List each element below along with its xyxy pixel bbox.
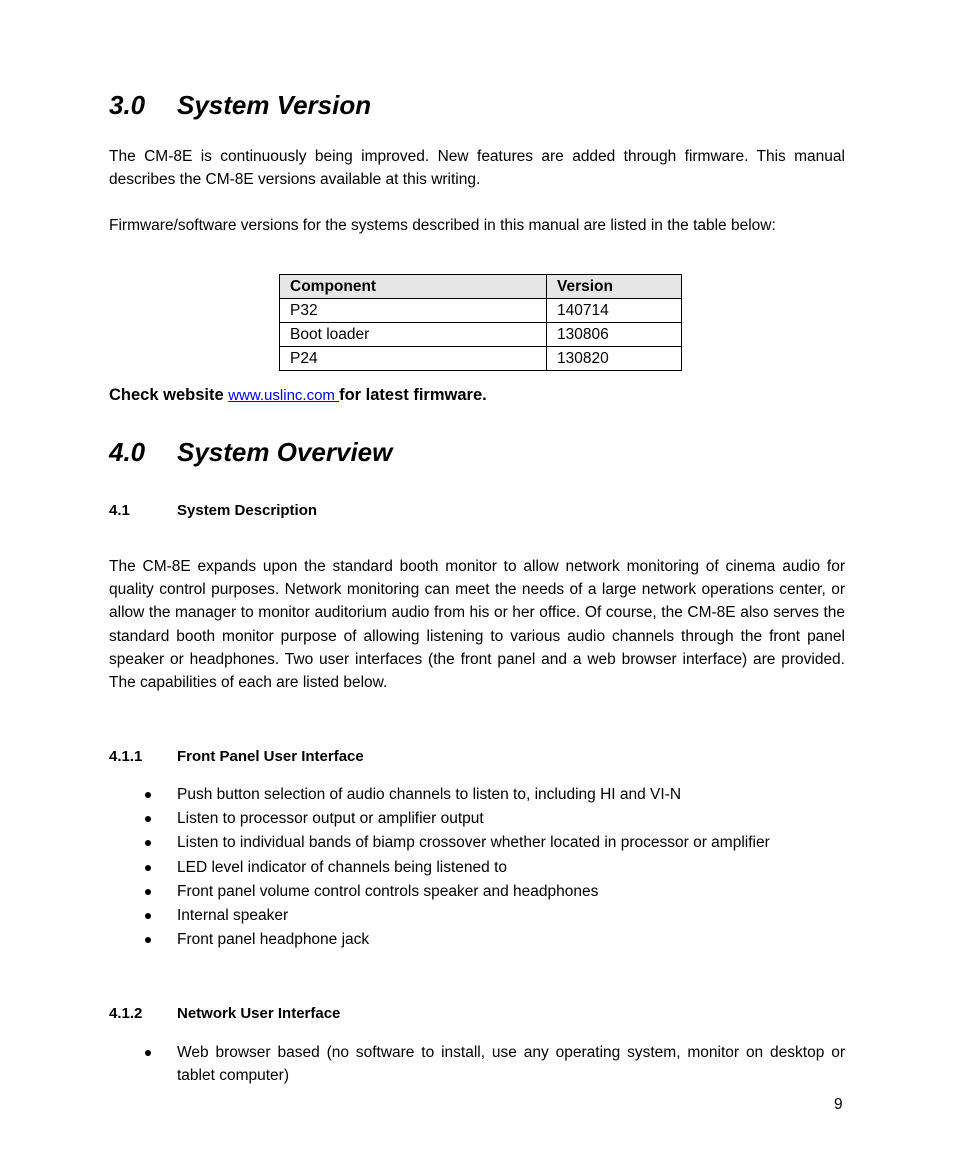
list-item-text: Front panel volume control controls speaker and headphones — [177, 882, 599, 900]
list-item-text: Front panel headphone jack — [177, 931, 370, 949]
list-item-text: LED level indicator of channels being listened to — [177, 858, 508, 876]
bullet-icon — [145, 816, 151, 822]
heading-number: 3.0 — [109, 90, 146, 120]
network-feature-list — [109, 1041, 845, 1087]
bullet-icon — [145, 1050, 151, 1056]
table-row — [280, 323, 682, 347]
list-item-text: Listen to processor output or amplifier output — [177, 810, 484, 828]
list-item — [109, 783, 845, 806]
bullet-icon — [145, 865, 151, 871]
table-row — [280, 299, 682, 323]
front-panel-feature-list — [109, 783, 845, 951]
check-website-suffix: for latest firmware. — [339, 386, 487, 404]
list-item — [109, 807, 845, 830]
table-header-component: Component — [280, 275, 547, 299]
list-item — [109, 904, 845, 927]
list-item — [109, 928, 845, 951]
heading-system-version — [109, 90, 371, 120]
list-item — [109, 880, 845, 903]
table-header-version: Version — [547, 275, 682, 299]
subheading-number: 4.1 — [109, 502, 130, 519]
bullet-icon — [145, 937, 151, 943]
table-header-row — [280, 275, 682, 299]
table-cell: 130820 — [547, 347, 682, 371]
list-item-text: Web browser based (no software to install, use any operating system, monitor on desktop or tablet computer) — [177, 1044, 845, 1085]
check-website-prefix: Check website — [109, 386, 229, 404]
check-website-line — [109, 386, 487, 405]
subheading-number: 4.1.2 — [109, 1005, 143, 1022]
list-item — [109, 1041, 845, 1087]
bullet-icon — [145, 913, 151, 919]
bullet-icon — [145, 889, 151, 895]
list-item — [109, 856, 845, 879]
table-cell: 140714 — [547, 299, 682, 323]
heading-system-overview — [109, 437, 392, 467]
paragraph-improvement: The CM-8E is continuously being improved. New features are added through firmware. This manual describes the CM-8E versions available at this writing. — [109, 148, 845, 189]
bullet-icon — [145, 792, 151, 798]
paragraph-firmware-versions: Firmware/software versions for the systems described in this manual are listed in the table below: — [109, 217, 776, 234]
table-cell: Boot loader — [280, 323, 547, 347]
firmware-version-table — [279, 274, 682, 371]
page-number: 9 — [834, 1096, 843, 1113]
subheading-number: 4.1.1 — [109, 748, 143, 765]
table-row — [280, 347, 682, 371]
list-item-text: Internal speaker — [177, 907, 289, 925]
subheading-network-ui — [109, 1004, 340, 1024]
bullet-icon — [145, 840, 151, 846]
list-item-text: Push button selection of audio channels to listen to, including HI and VI-N — [177, 786, 682, 803]
subheading-system-description — [109, 501, 317, 521]
subheading-front-panel-ui — [109, 747, 364, 767]
subheading-title: System Description — [177, 502, 318, 519]
heading-number: 4.0 — [109, 437, 146, 467]
table-cell: P24 — [280, 347, 547, 371]
table-cell: P32 — [280, 299, 547, 323]
subheading-title: Network User Interface — [177, 1005, 341, 1022]
subheading-title: Front Panel User Interface — [177, 748, 364, 765]
paragraph-system-description: The CM-8E expands upon the standard booth monitor to allow network monitoring of cinema audio for quality control purposes. Network monitoring can meet the needs of a large network operations center, or allow the manager to monitor auditorium audio from his or her office. Of course, the CM-8E also serves the standard booth monitor purpose of allowing listening to various audio channels through the front panel speaker or headphones. Two user interfaces (the front panel and a web browser interface) are provided. The capabilities of each are listed below. — [109, 558, 845, 692]
table-cell: 130806 — [547, 323, 682, 347]
heading-title: System Version — [177, 90, 372, 120]
list-item-text: Listen to individual bands of biamp crossover whether located in processor or amplifier — [177, 834, 770, 852]
list-item — [109, 831, 845, 854]
heading-title: System Overview — [177, 437, 393, 467]
website-link[interactable]: www.uslinc.com — [228, 387, 340, 404]
